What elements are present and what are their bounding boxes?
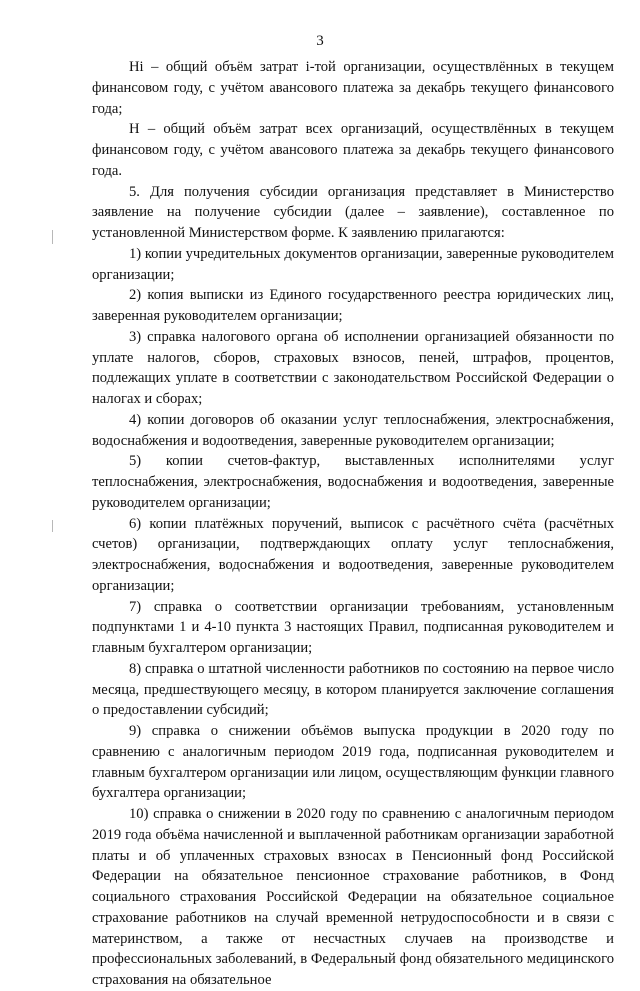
list-item-10: 10) справка о снижении в 2020 году по сравнению с аналогичным периодом 2019 года объёма начисленной и выплаченной работникам организации заработной платы и об уплаченных страховых взносах в Пенсионный фонд Российской Федерации на обязательное пенсионное страхование работников, в Фонд социального страхования Российской Федерации на обязательное социальное страхование работников на случай временной нетрудоспособности и в связи с материнством, а также от несчастных случаев на производстве и профессиональных заболеваний, в Федеральный фонд обязательного медицинского страхования на обязательное	[92, 806, 614, 988]
scan-margin-mark	[52, 230, 53, 244]
paragraph-hi-definition: Hi – общий объём затрат i-той организации, осуществлённых в текущем финансовом году, с учётом авансового платежа за декабрь текущего финансового года;	[92, 59, 614, 117]
page-number: 3	[316, 33, 324, 49]
list-item-7: 7) справка о соответствии организации требованиям, установленным подпунктами 1 и 4-10 пункта 3 настоящих Правил, подписанная руководителем и главным бухгалтером организации;	[92, 598, 614, 656]
list-item-5: 5) копии счетов-фактур, выставленных исполнителями услуг теплоснабжения, электроснабжения, водоснабжения и водоотведения, заверенные руководителем организации;	[92, 453, 614, 511]
document-body	[92, 57, 614, 991]
paragraph-h-definition: H – общий объём затрат всех организаций, осуществлённых в текущем финансовом году, с учётом авансового платежа за декабрь текущего финансового года.	[92, 121, 614, 179]
list-item-2: 2) копия выписки из Единого государственного реестра юридических лиц, заверенная руководителем организации;	[92, 287, 614, 324]
list-item-4: 4) копии договоров об оказании услуг теплоснабжения, электроснабжения, водоснабжения и водоотведения, заверенные руководителем организации;	[92, 411, 614, 449]
list-item-1: 1) копии учредительных документов организации, заверенные руководителем организации;	[92, 245, 614, 283]
list-item-6: 6) копии платёжных поручений, выписок с расчётного счёта (расчётных счетов) организации, подтверждающих оплату услуг теплоснабжения, электроснабжения, водоснабжения и водоотведения, заверенные руководителем организации;	[92, 515, 614, 594]
paragraph-item-5: 5. Для получения субсидии организация представляет в Министерство заявление на получение субсидии (далее – заявление), составленное по установленной Министерством форме. К заявлению прилагаются:	[92, 183, 614, 241]
scan-margin-mark	[52, 520, 53, 532]
list-item-9: 9) справка о снижении объёмов выпуска продукции в 2020 году по сравнению с аналогичным периодом 2019 года, подписанная руководителем и главным бухгалтером организации или лицом, осуществляющим функции главного бухгалтера организации;	[92, 723, 614, 802]
list-item-8: 8) справка о штатной численности работников по состоянию на первое число месяца, предшествующего месяцу, в котором планируется заключение соглашения о предоставлении субсидий;	[92, 660, 614, 719]
list-item-3: 3) справка налогового органа об исполнении организацией обязанности по уплате налогов, сборов, страховых взносов, пеней, штрафов, процентов, подлежащих уплате в соответствии с законодательством Российской Федерации о налогах и сборах;	[92, 328, 614, 407]
